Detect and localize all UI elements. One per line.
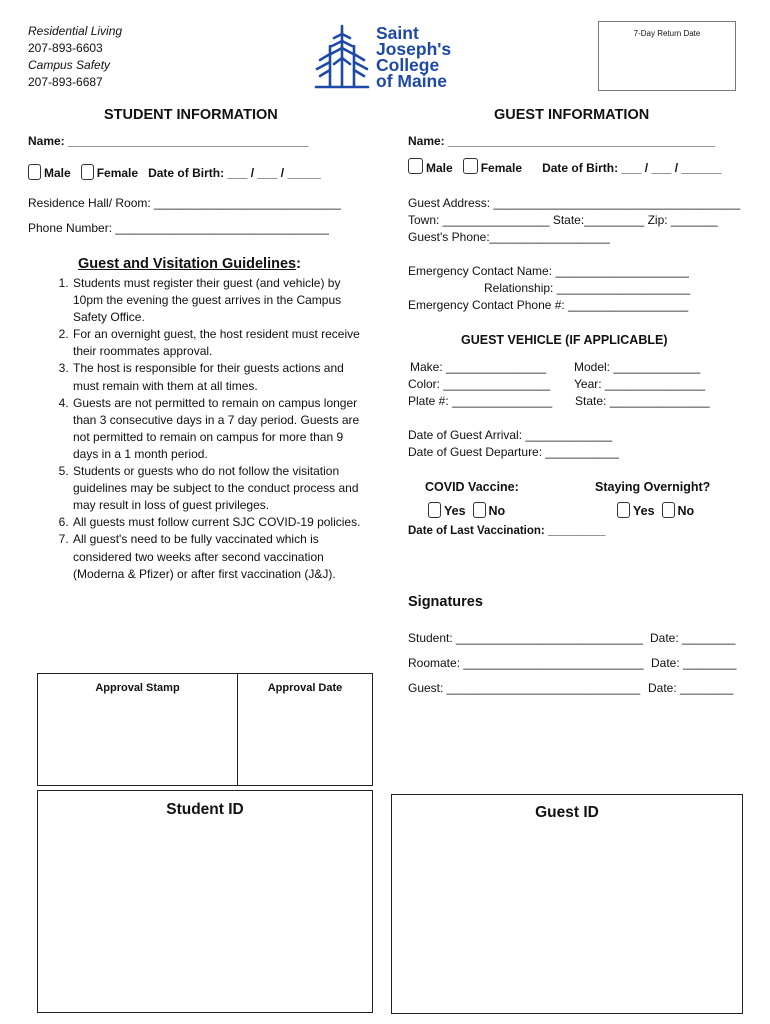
guest-name-field[interactable]: Name: ________________________________________ — [408, 134, 715, 148]
guidelines-list — [51, 275, 366, 583]
guidelines-title-colon: : — [296, 256, 301, 272]
student-id-label: Student ID — [166, 801, 244, 818]
guideline-item: 7. All guest's need to be fully vaccinated which is considered two weeks after second vaccination (Moderna & Pfizer) or after first vaccination (J&J). — [72, 531, 366, 582]
emergency-name-field[interactable]: Emergency Contact Name: ____________________ — [408, 264, 689, 278]
student-female-label: Female — [96, 166, 139, 180]
overnight-yes-label: Yes — [633, 504, 655, 518]
return-date-box — [598, 21, 736, 91]
student-male-label: Male — [44, 166, 71, 180]
guest-town-row — [408, 213, 718, 227]
approval-table — [37, 673, 373, 786]
overnight-yes-checkbox[interactable] — [617, 502, 630, 518]
guidelines-title-text: Guest and Visitation Guidelines — [78, 256, 297, 272]
vehicle-title: GUEST VEHICLE (IF APPLICABLE) — [461, 333, 668, 347]
student-dob-field[interactable]: Date of Birth: ___ / ___ / _____ — [148, 166, 321, 180]
logo-line-2: Joseph's — [376, 39, 452, 59]
campus-safety-phone: 207-893-6687 — [28, 75, 103, 89]
guest-gender-row — [408, 158, 722, 175]
guest-female-checkbox[interactable] — [463, 158, 478, 174]
contact-block — [28, 23, 122, 91]
residence-field[interactable]: Residence Hall/ Room: ____________________________ — [28, 196, 341, 210]
guest-signature-date[interactable]: Date: ________ — [648, 681, 734, 695]
guideline-item: 5. Students or guests who do not follow the visitation guidelines may be subject to the conduct process and may result in loss of guest privileges. — [72, 463, 366, 514]
guest-male-label: Male — [426, 161, 453, 175]
guest-female-label: Female — [480, 161, 523, 175]
guest-male-checkbox[interactable] — [408, 158, 423, 174]
guidelines-title — [78, 256, 301, 272]
relationship-field[interactable]: Relationship: ____________________ — [484, 281, 691, 295]
overnight-title: Staying Overnight? — [595, 480, 711, 494]
vaccine-options — [428, 502, 505, 518]
vehicle-plate-field[interactable]: Plate #: _______________ — [408, 394, 553, 408]
vehicle-make-field[interactable]: Make: _______________ — [410, 360, 547, 374]
vaccine-no-label: No — [488, 504, 506, 518]
guest-id-label: Guest ID — [535, 804, 599, 821]
departure-date-field[interactable]: Date of Guest Departure: ___________ — [408, 445, 619, 459]
student-name-field[interactable]: Name: ____________________________________ — [28, 134, 309, 148]
logo-line-3: College — [376, 55, 440, 75]
arrival-date-field[interactable]: Date of Guest Arrival: _____________ — [408, 428, 613, 442]
college-logo — [312, 24, 372, 90]
approval-date-label: Approval Date — [267, 682, 343, 694]
vehicle-state-field[interactable]: State: _______________ — [575, 394, 710, 408]
guest-phone-field[interactable]: Guest's Phone:__________________ — [408, 230, 610, 244]
student-female-checkbox[interactable] — [81, 164, 94, 180]
guest-town-field[interactable]: Town: ________________ — [408, 213, 550, 227]
guideline-item: 6. All guests must follow current SJC COVID-19 policies. — [72, 514, 366, 531]
student-gender-row — [28, 164, 321, 180]
residential-phone: 207-893-6603 — [28, 41, 103, 55]
last-vaccination-field[interactable]: Date of Last Vaccination: _________ — [408, 525, 606, 537]
guideline-item: 4. Guests are not permitted to remain on campus longer than 3 consecutive days in a 7 day period. Guests are not permitted to remain on campus for more than 9 days in a 1 month period. — [72, 395, 366, 463]
logo-line-4: of Maine — [376, 71, 447, 91]
guest-id-box — [391, 794, 743, 1014]
logo-line-1: Saint — [376, 23, 419, 43]
emergency-phone-field[interactable]: Emergency Contact Phone #: __________________ — [408, 298, 689, 312]
vehicle-year-field[interactable]: Year: _______________ — [574, 377, 706, 391]
student-signature-date[interactable]: Date: ________ — [650, 631, 736, 645]
campus-safety-label: Campus Safety — [28, 58, 111, 72]
vehicle-color-field[interactable]: Color: ________________ — [408, 377, 551, 391]
student-info-title: STUDENT INFORMATION — [104, 107, 278, 123]
vaccine-no-checkbox[interactable] — [473, 502, 486, 518]
guest-address-field[interactable]: Guest Address: _____________________________________ — [408, 196, 741, 210]
student-id-box — [37, 790, 373, 1013]
college-name — [376, 25, 451, 89]
student-signature-field[interactable]: Student: ____________________________ — [408, 631, 643, 645]
roommate-signature-field[interactable]: Roomate: ___________________________ — [408, 656, 644, 670]
residential-living-label: Residential Living — [28, 24, 123, 38]
student-phone-field[interactable]: Phone Number: ________________________________ — [28, 221, 329, 235]
overnight-no-checkbox[interactable] — [662, 502, 675, 518]
covid-vaccine-title: COVID Vaccine: — [425, 480, 519, 494]
signatures-title: Signatures — [408, 594, 483, 610]
guest-dob-field[interactable]: Date of Birth: ___ / ___ / ______ — [542, 161, 722, 175]
guest-signature-field[interactable]: Guest: _____________________________ — [408, 681, 641, 695]
guest-info-title: GUEST INFORMATION — [494, 107, 650, 123]
guideline-item: 2. For an overnight guest, the host resident must receive their roommates approval. — [72, 326, 366, 360]
student-male-checkbox[interactable] — [28, 164, 41, 180]
guideline-item: 1. Students must register their guest (and vehicle) by 10pm the evening the guest arrives in the Campus Safety Office. — [72, 275, 366, 326]
tree-logo-icon — [312, 24, 372, 90]
vaccine-yes-checkbox[interactable] — [428, 502, 441, 518]
guest-zip-field[interactable]: Zip: _______ — [647, 213, 718, 227]
return-date-label: 7-Day Return Date — [633, 29, 701, 38]
roommate-signature-date[interactable]: Date: ________ — [651, 656, 737, 670]
guideline-item: 3. The host is responsible for their guests actions and must remain with them at all times. — [72, 360, 366, 394]
vaccine-yes-label: Yes — [444, 504, 466, 518]
overnight-no-label: No — [677, 504, 695, 518]
vehicle-model-field[interactable]: Model: _____________ — [574, 360, 701, 374]
overnight-options — [617, 502, 694, 518]
approval-stamp-label: Approval Stamp — [95, 682, 180, 694]
guest-state-field[interactable]: State:_________ — [552, 213, 645, 227]
